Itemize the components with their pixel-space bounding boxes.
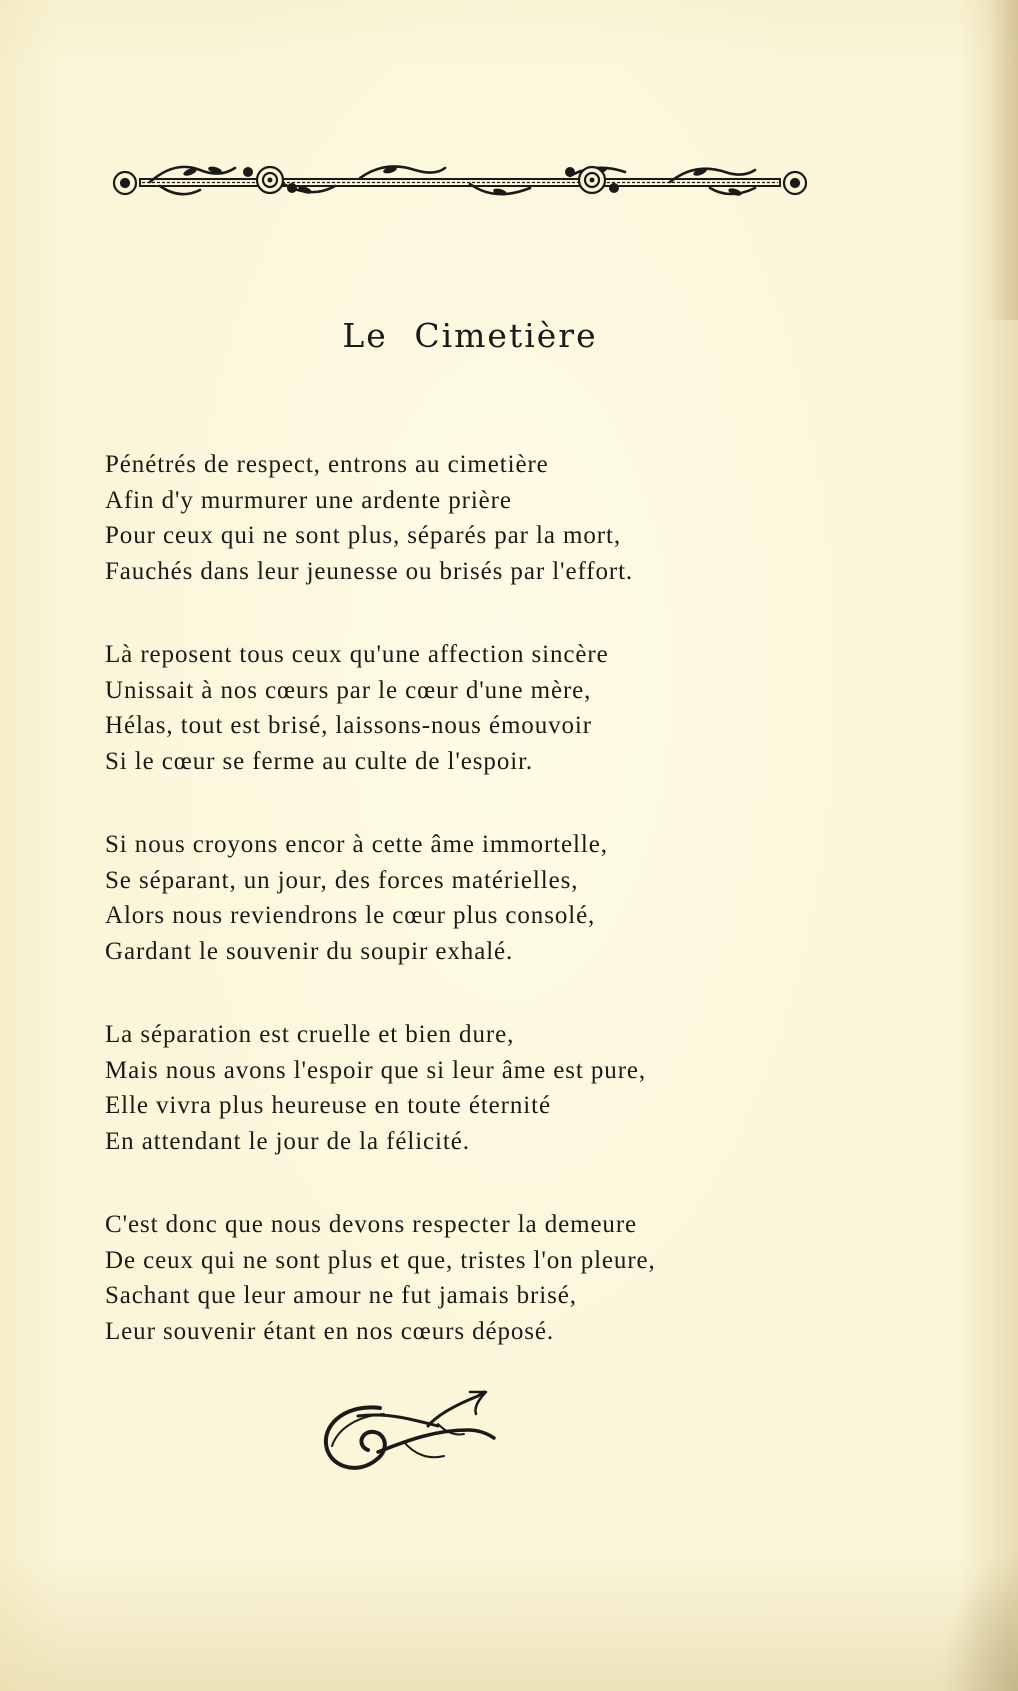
stanza	[105, 1017, 785, 1159]
poem-line: Mais nous avons l'espoir que si leur âme est pure,	[105, 1056, 647, 1084]
poem-line: De ceux qui ne sont plus et que, tristes l'on pleure,	[105, 1246, 656, 1274]
poem-title: Le Cimetière	[342, 316, 598, 355]
poem-body	[105, 447, 785, 1397]
poem-line: Pour ceux qui ne sont plus, séparés par la mort,	[105, 522, 622, 549]
stanza	[105, 827, 785, 969]
poem-line: Si nous croyons encor à cette âme immortelle,	[105, 831, 608, 858]
stanza	[105, 1207, 785, 1349]
poem-line: Leur souvenir étant en nos cœurs déposé.	[105, 1317, 555, 1345]
poem-line: Sachant que leur amour ne fut jamais brisé,	[105, 1282, 577, 1309]
poem-line: Afin d'y murmurer une ardente prière	[105, 486, 512, 514]
poem-line: Elle vivra plus heureuse en toute éternité	[105, 1092, 551, 1119]
poem-line: Pénétrés de respect, entrons au cimetière	[105, 451, 549, 478]
poem-line: Alors nous reviendrons le cœur plus consolé,	[105, 902, 596, 929]
stanza	[105, 637, 785, 779]
poem-line: Fauchés dans leur jeunesse ou brisés par l'effort.	[105, 557, 634, 585]
poem-line: C'est donc que nous devons respecter la demeure	[105, 1211, 638, 1238]
paper-stain	[988, 0, 1018, 320]
stanza	[105, 447, 785, 589]
poem-line: Hélas, tout est brisé, laissons-nous émouvoir	[105, 712, 592, 739]
poem-line: En attendant le jour de la félicité.	[105, 1127, 470, 1155]
poem-line: Unissait à nos cœurs par le cœur d'une mère,	[105, 676, 592, 704]
floral-border-ornament	[110, 158, 810, 208]
poem-line: Là reposent tous ceux qu'une affection sincère	[105, 641, 609, 668]
poem-line: Si le cœur se ferme au culte de l'espoir.	[105, 747, 534, 775]
paper-stain	[938, 1551, 1018, 1691]
poem-line: Se séparant, un jour, des forces matérielles,	[105, 866, 579, 894]
calligraphic-flourish-ornament	[318, 1386, 498, 1478]
poem-line: Gardant le souvenir du soupir exhalé.	[105, 937, 514, 965]
poem-line: La séparation est cruelle et bien dure,	[105, 1021, 515, 1048]
